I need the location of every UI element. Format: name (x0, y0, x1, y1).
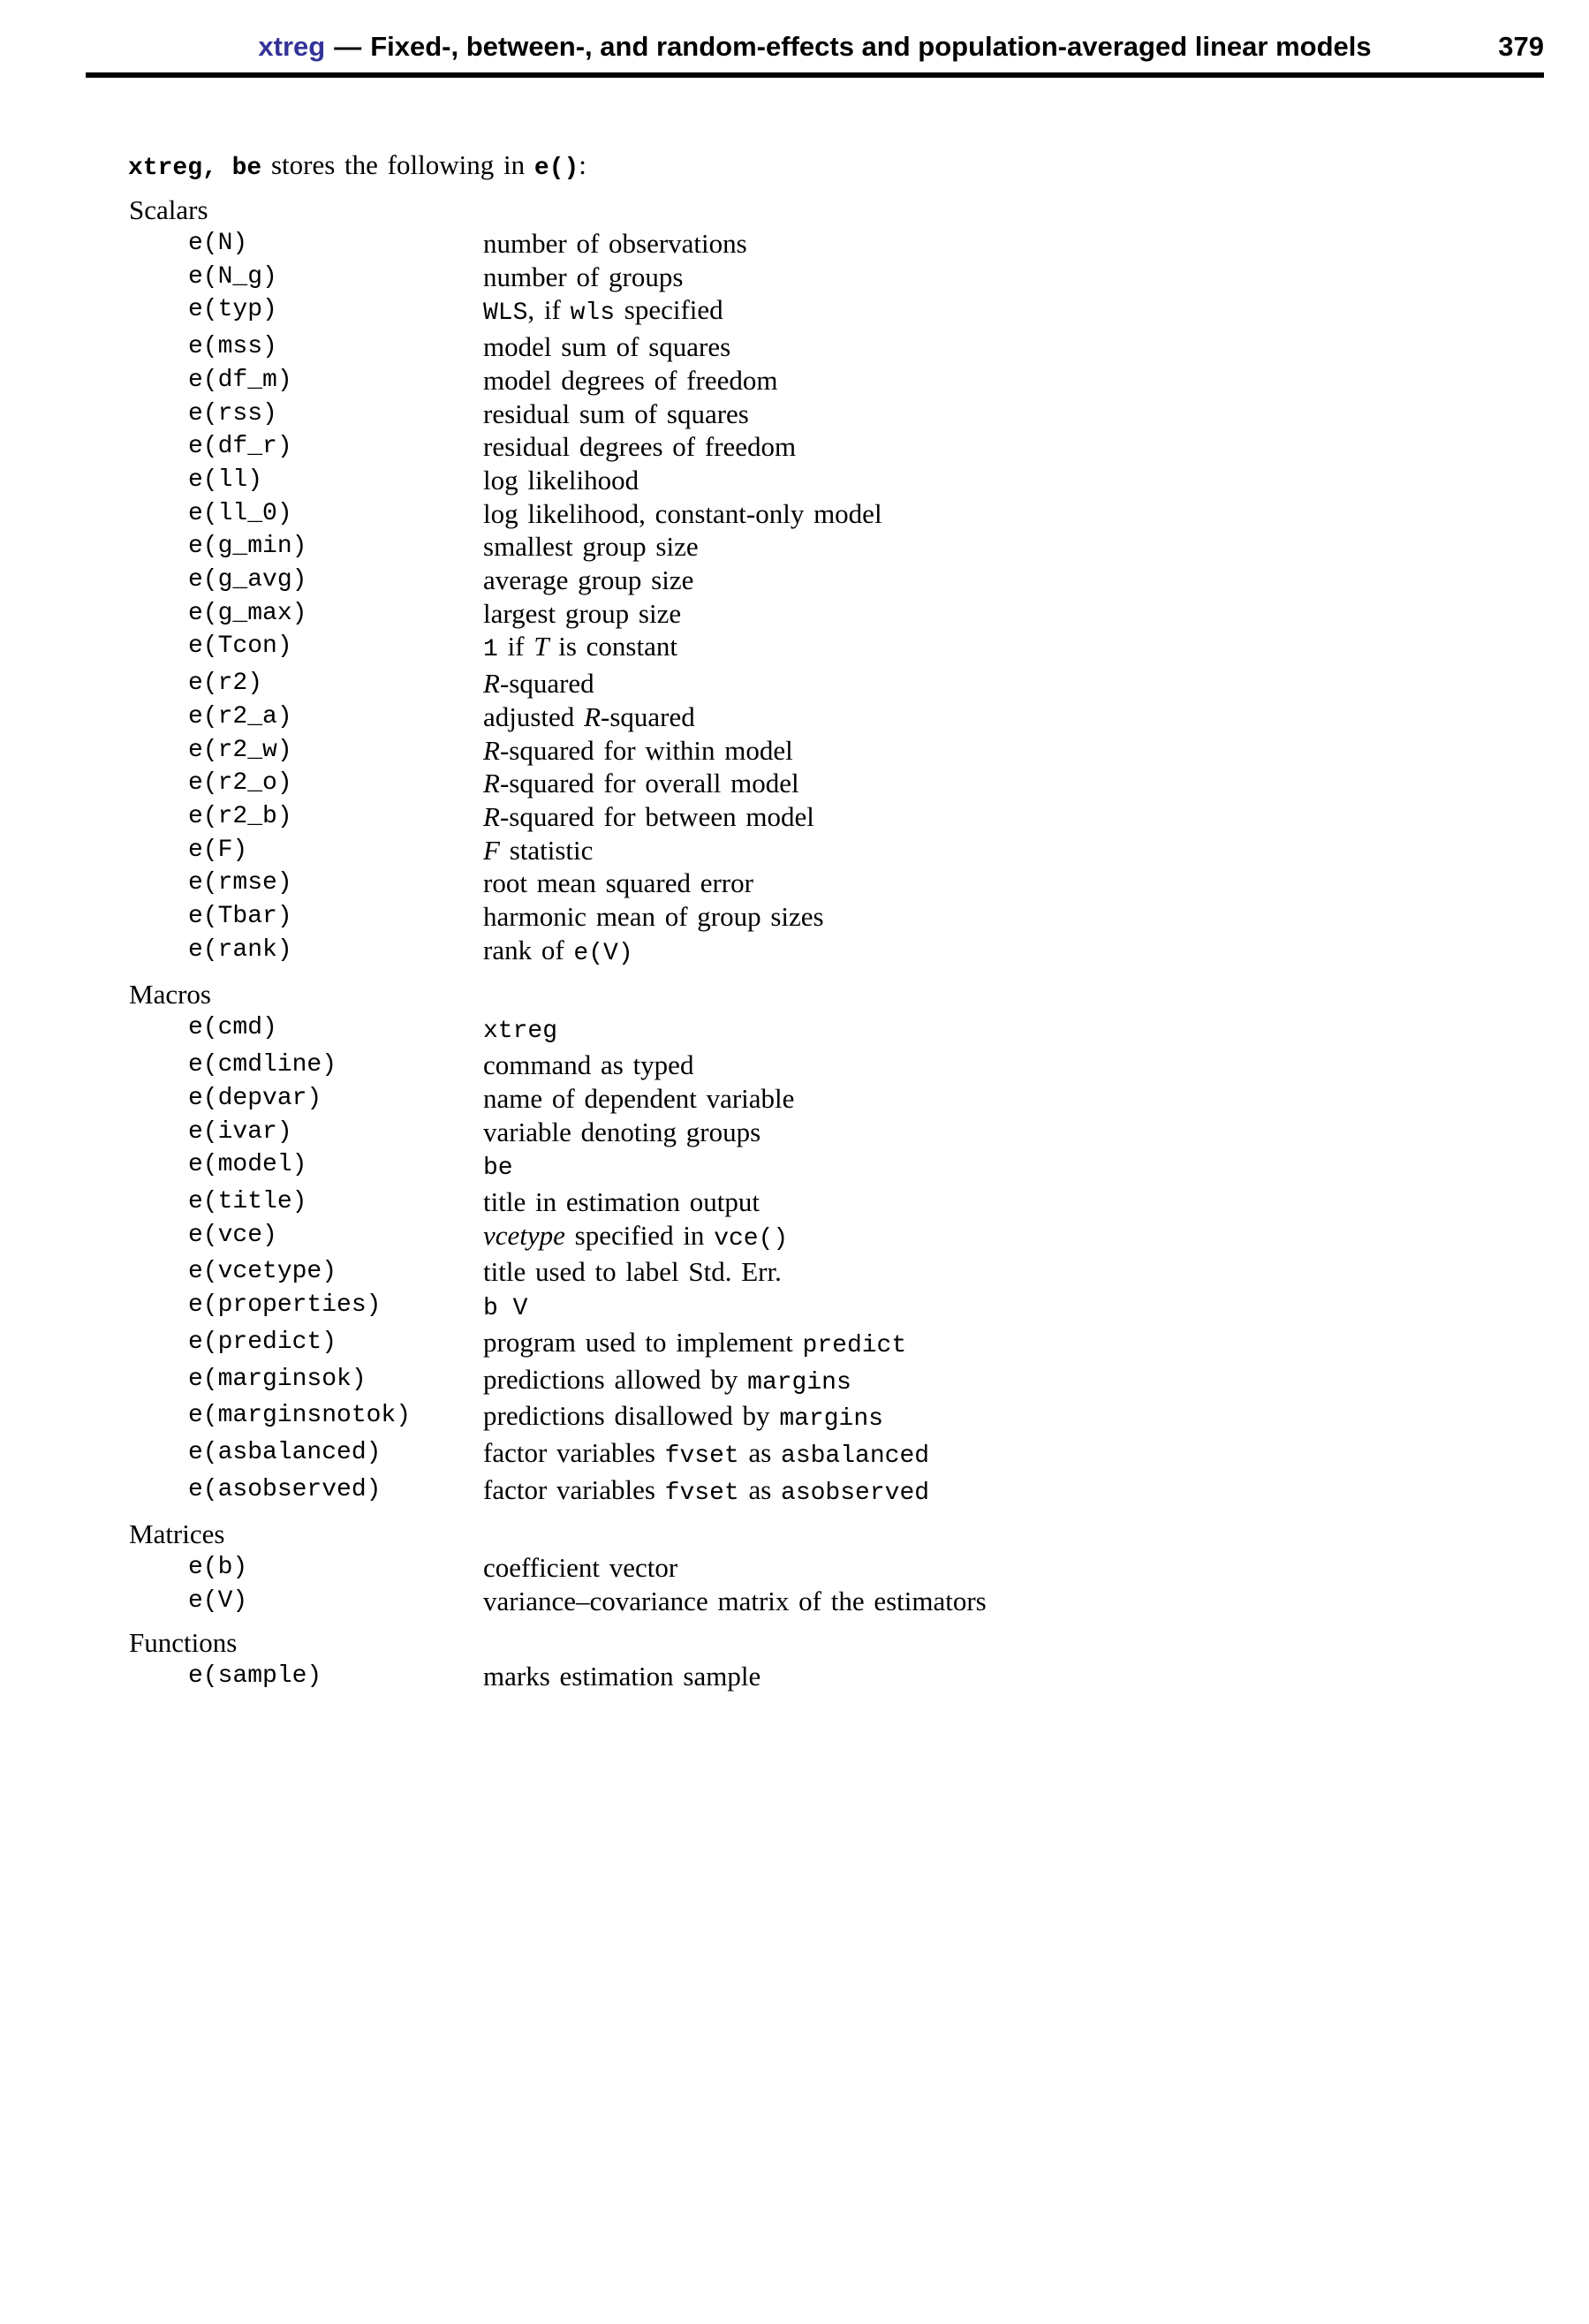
text-segment: log likelihood, constant-only model (483, 497, 882, 529)
entry-desc (483, 1660, 1589, 1693)
entry-desc (483, 1048, 1589, 1082)
entry-key: e(b) (188, 1554, 248, 1582)
entry-desc (483, 293, 1589, 330)
entry-key: e(depvar) (188, 1084, 322, 1112)
stored-result-row (188, 630, 1589, 667)
text-segment: average group size (483, 564, 694, 596)
text-segment: number of groups (483, 261, 684, 292)
stored-results-section (0, 193, 1589, 970)
entry-key: e(r2_a) (188, 702, 292, 731)
entry-desc (483, 1363, 1589, 1400)
text-segment: e() (533, 155, 579, 182)
text-segment: xtreg, be (128, 155, 262, 182)
entry-key: e(r2) (188, 670, 263, 698)
stored-result-row (188, 1048, 1589, 1082)
text-segment: R (483, 800, 500, 832)
entry-desc (483, 934, 1589, 971)
text-segment: variance–covariance matrix of the estimators (483, 1586, 987, 1617)
section-heading: Matrices (129, 1518, 225, 1550)
text-segment: wls (570, 299, 616, 328)
stored-result-row (188, 834, 1589, 867)
text-segment: factor variables (483, 1473, 665, 1505)
entry-key: e(N_g) (188, 262, 277, 291)
text-segment: vce() (714, 1224, 789, 1253)
entry-desc (483, 397, 1589, 431)
stored-result-row (188, 1436, 1589, 1473)
entry-key: e(g_min) (188, 533, 307, 561)
text-segment: F (483, 834, 500, 866)
entry-desc (483, 1148, 1589, 1185)
text-segment: factor variables (483, 1436, 665, 1468)
entry-desc (483, 700, 1589, 734)
entry-key: e(sample) (188, 1662, 322, 1690)
text-segment: xtreg (483, 1018, 558, 1046)
stored-result-row (188, 1148, 1589, 1185)
text-segment: fvset (664, 1442, 739, 1470)
entry-desc (483, 767, 1589, 800)
text-segment: if (497, 631, 534, 662)
section-rows (0, 1011, 1589, 1510)
entry-key: e(typ) (188, 296, 277, 324)
text-segment: -squared for between model (499, 800, 814, 832)
section-heading: Functions (129, 1626, 238, 1658)
stored-result-row (188, 700, 1589, 734)
entry-key: e(predict) (188, 1328, 337, 1356)
stored-result-row (188, 430, 1589, 464)
text-segment: variable denoting groups (483, 1116, 761, 1147)
page-header (86, 0, 1544, 78)
entry-desc (483, 564, 1589, 597)
section-rows (0, 1551, 1589, 1617)
stored-result-row (188, 1219, 1589, 1256)
stored-result-row (188, 767, 1589, 800)
text-segment: marks estimation sample (483, 1660, 761, 1692)
entry-key: e(Tbar) (188, 903, 292, 931)
entry-desc (483, 734, 1589, 768)
text-segment: -squared (499, 668, 594, 700)
entry-desc (483, 1219, 1589, 1256)
stored-result-row (188, 530, 1589, 564)
entry-key: e(V) (188, 1587, 248, 1616)
entry-key: e(vce) (188, 1221, 277, 1249)
entry-key: e(ll_0) (188, 499, 292, 527)
entry-key: e(r2_w) (188, 736, 292, 764)
header-title: Fixed-, between-, and random-effects and population-averaged linear models (370, 31, 1372, 62)
entry-key: e(df_m) (188, 366, 292, 394)
text-segment: R (483, 768, 500, 799)
entry-desc (483, 867, 1589, 900)
entry-desc (483, 530, 1589, 564)
stored-result-row (188, 1473, 1589, 1510)
page-number: 379 (1498, 31, 1544, 62)
entry-key: e(marginsnotok) (188, 1402, 412, 1430)
text-segment: -squared for overall model (499, 768, 799, 799)
entry-desc (483, 464, 1589, 497)
entry-key: e(F) (188, 836, 248, 864)
stored-result-row (188, 464, 1589, 497)
entry-desc (483, 1185, 1589, 1219)
text-segment: fvset (664, 1479, 739, 1507)
text-segment: margins (779, 1405, 883, 1434)
text-segment: b V (483, 1295, 528, 1323)
text-segment: stores the following in (261, 149, 534, 180)
entry-desc (483, 630, 1589, 667)
stored-result-row (188, 1326, 1589, 1363)
text-segment: name of dependent variable (483, 1082, 795, 1114)
stored-result-row (188, 867, 1589, 900)
stored-result-row (188, 1255, 1589, 1289)
stored-result-row (188, 1399, 1589, 1436)
entry-key: e(g_avg) (188, 566, 307, 594)
text-segment: 1 (483, 636, 498, 664)
text-segment: model degrees of freedom (483, 364, 778, 396)
entry-key: e(asbalanced) (188, 1438, 382, 1466)
section-rows (0, 1660, 1589, 1693)
entry-key: e(marginsok) (188, 1365, 367, 1393)
text-segment: title in estimation output (483, 1185, 760, 1217)
text-segment: asobserved (781, 1479, 930, 1507)
text-segment: , if (527, 294, 571, 326)
text-segment: R (483, 668, 500, 700)
entry-desc (483, 1436, 1589, 1473)
text-segment: R (584, 700, 601, 732)
section-heading: Scalars (129, 194, 208, 225)
entry-desc (483, 834, 1589, 867)
text-segment: asbalanced (781, 1442, 930, 1470)
entry-desc (483, 1255, 1589, 1289)
entry-key: e(ivar) (188, 1117, 292, 1146)
entry-key: e(g_max) (188, 599, 307, 627)
entry-desc (483, 227, 1589, 261)
stored-result-row (188, 1185, 1589, 1219)
stored-results-section (0, 1626, 1589, 1693)
stored-result-row (188, 734, 1589, 768)
intro-line (128, 148, 1589, 185)
entry-key: e(model) (188, 1151, 307, 1179)
entry-desc (483, 800, 1589, 834)
entry-desc (483, 1399, 1589, 1436)
entry-desc (483, 364, 1589, 397)
entry-desc (483, 1289, 1589, 1326)
stored-result-row (188, 1011, 1589, 1048)
entry-desc (483, 330, 1589, 364)
stored-result-row (188, 497, 1589, 531)
text-segment: vcetype (483, 1219, 565, 1251)
stored-result-row (188, 934, 1589, 971)
text-segment: is constant (549, 631, 677, 662)
stored-results-section (0, 978, 1589, 1510)
stored-result-row (188, 1585, 1589, 1618)
entry-key: e(rank) (188, 935, 292, 964)
entry-key: e(ll) (188, 466, 263, 494)
stored-result-row (188, 667, 1589, 700)
text-segment: number of observations (483, 228, 747, 259)
text-segment: title used to label Std. Err. (483, 1256, 782, 1288)
entry-desc (483, 1585, 1589, 1618)
stored-result-row (188, 293, 1589, 330)
entry-desc (483, 597, 1589, 631)
text-segment: e(V) (573, 939, 633, 967)
text-segment: command as typed (483, 1049, 694, 1081)
text-segment: specified in (564, 1219, 715, 1251)
sections (0, 193, 1589, 1692)
entry-desc (483, 261, 1589, 294)
entry-key: e(properties) (188, 1291, 382, 1320)
entry-desc (483, 1326, 1589, 1363)
entry-desc (483, 497, 1589, 531)
entry-desc (483, 1011, 1589, 1048)
text-segment: predictions allowed by (483, 1363, 748, 1395)
stored-result-row (188, 1289, 1589, 1326)
text-segment: model sum of squares (483, 331, 731, 363)
entry-key: e(asobserved) (188, 1475, 382, 1503)
entry-key: e(N) (188, 230, 248, 257)
text-segment: specified (615, 294, 723, 326)
entry-key: e(Tcon) (188, 632, 292, 661)
stored-result-row (188, 330, 1589, 364)
entry-key: e(vcetype) (188, 1258, 337, 1286)
stored-result-row (188, 564, 1589, 597)
header-command: xtreg (258, 31, 326, 62)
entry-key: e(df_r) (188, 433, 292, 461)
entry-desc (483, 1551, 1589, 1585)
entry-key: e(r2_o) (188, 769, 292, 798)
text-segment: log likelihood (483, 464, 639, 496)
header-separator: — (334, 31, 362, 62)
stored-result-row (188, 900, 1589, 934)
text-segment: harmonic mean of group sizes (483, 901, 824, 933)
text-segment: coefficient vector (483, 1552, 678, 1584)
entry-desc (483, 430, 1589, 464)
entry-key: e(rss) (188, 399, 277, 428)
stored-result-row (188, 1116, 1589, 1149)
text-segment: adjusted (483, 700, 585, 732)
text-segment: T (533, 631, 549, 662)
text-segment: program used to implement (483, 1326, 803, 1358)
text-segment: rank of (483, 934, 574, 965)
text-segment: root mean squared error (483, 867, 753, 899)
text-segment: predict (802, 1331, 907, 1359)
stored-result-row (188, 1363, 1589, 1400)
text-segment: R (483, 734, 500, 766)
entry-key: e(rmse) (188, 869, 292, 897)
text-segment: -squared for within model (499, 734, 793, 766)
entry-desc (483, 1473, 1589, 1510)
stored-result-row (188, 397, 1589, 431)
text-segment: WLS (483, 299, 528, 328)
stored-result-row (188, 1660, 1589, 1693)
text-segment: -squared (601, 700, 695, 732)
stored-result-row (188, 261, 1589, 294)
text-segment: residual degrees of freedom (483, 431, 797, 463)
text-segment: predictions disallowed by (483, 1400, 780, 1432)
stored-results-section (0, 1518, 1589, 1617)
stored-result-row (188, 364, 1589, 397)
stored-result-row (188, 597, 1589, 631)
entry-key: e(mss) (188, 333, 277, 361)
text-segment: largest group size (483, 597, 682, 629)
section-rows (0, 227, 1589, 970)
header-title-line (86, 32, 1544, 62)
text-segment: be (483, 1154, 513, 1183)
entry-key: e(r2_b) (188, 802, 292, 830)
entry-key: e(cmdline) (188, 1051, 337, 1079)
text-segment: as (738, 1473, 782, 1505)
entry-desc (483, 900, 1589, 934)
text-segment: statistic (499, 834, 594, 866)
stored-result-row (188, 1551, 1589, 1585)
text-segment: smallest group size (483, 531, 699, 563)
stored-result-row (188, 227, 1589, 261)
entry-desc (483, 1082, 1589, 1116)
text-segment: residual sum of squares (483, 397, 749, 429)
entry-key: e(cmd) (188, 1014, 277, 1042)
stored-result-row (188, 1082, 1589, 1116)
text-segment: : (579, 149, 586, 180)
section-heading: Macros (129, 979, 211, 1011)
entry-key: e(title) (188, 1187, 307, 1215)
text-segment: as (738, 1436, 782, 1468)
text-segment: margins (747, 1368, 851, 1397)
stored-result-row (188, 800, 1589, 834)
entry-desc (483, 667, 1589, 700)
entry-desc (483, 1116, 1589, 1149)
